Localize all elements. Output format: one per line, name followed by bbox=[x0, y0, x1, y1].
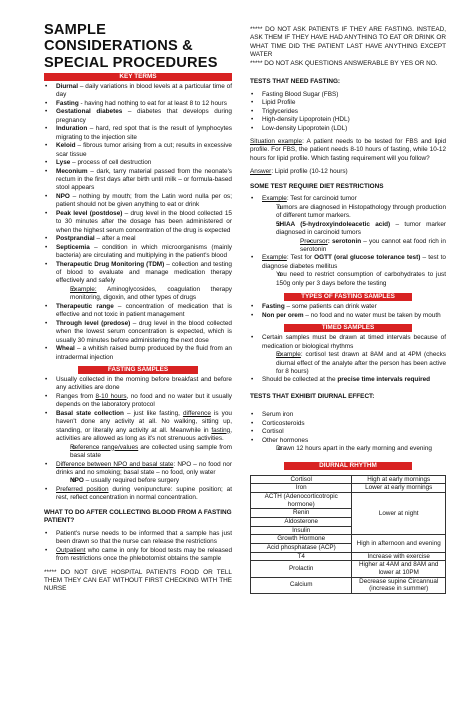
list-item: • Fasting Blood Sugar (FBS) bbox=[250, 91, 446, 99]
list-item: • Serum iron bbox=[250, 411, 446, 419]
list-item: • Triglycerides bbox=[250, 108, 446, 116]
situation-example: Situation example: A patient needs to be tested for FBS and lipid profile. For FBS, the patient needs 8-10 hours of fasting, while 10-12 hours for lipid profile. Which fasting requirement will you follow? bbox=[250, 137, 446, 162]
diet-restrictions-heading: SOME TEST REQUIRE DIET RESTRICTIONS bbox=[250, 182, 384, 190]
list-item: o You need to restrict consumption of carbohydrates to just 150g only per 3 days before the testing bbox=[262, 271, 446, 288]
list-item: o Example: Aminoglycosides, coagulation therapy monitoring, digoxin, and other types of drugs bbox=[56, 286, 232, 303]
types-fasting-header: TYPES OF FASTING SAMPLES bbox=[284, 293, 412, 301]
key-terms-header: KEY TERMS bbox=[44, 73, 232, 81]
table-row: Insulin bbox=[251, 526, 446, 535]
diet-restrictions-list bbox=[250, 195, 446, 288]
table-row: Prolactin Higher at 4AM and 8AM and lower at 10PM bbox=[251, 561, 446, 577]
diurnal-rhythm-header: DIURNAL RHYTHM bbox=[284, 462, 412, 470]
situation-answer: Answer: Lipid profile (10-12 hours) bbox=[250, 168, 348, 176]
what-to-do-list bbox=[44, 530, 232, 564]
list-item: • Septicemia – condition in which microorganisms (mainly bacteria) are circulating and multiplying in the patient's blood bbox=[44, 244, 232, 261]
list-item: • Diurnal – daily variations in blood levels at a particular time of day bbox=[44, 83, 232, 100]
list-item: • Example: Test for carcinoid tumor o Tumors are diagnosed in Histopathology through production of different tumor markers. o 5HIAA (5-hydroxyindoleacetic acid) – tumor marker diagnosed in carcinoid tumors ▪ Precursor: serotonin – you cannot eat food rich in serotonin bbox=[250, 195, 446, 254]
list-item: o Drawn 12 hours apart in the early morning and evening bbox=[262, 445, 446, 453]
list-item: • Lyse – process of cell destruction bbox=[44, 159, 232, 167]
right-column bbox=[250, 26, 446, 594]
timed-samples-header: TIMED SAMPLES bbox=[284, 324, 412, 332]
list-item: • Patient's nurse needs to be informed that a sample has just been drawn so that the nurse can release the restrictions bbox=[44, 530, 232, 547]
table-row: ACTH (Adenocorticotropic hormone) Lower at night bbox=[251, 492, 446, 508]
list-item: • Basal state collection – just like fasting, difference is you haven't done any activity at all. No walking, sitting up, standing, or literally any activity at all. Meanwhile in fasting, activities are allowed as long as it's not strenuous activities. o Reference range/values are collected using sample from basal state bbox=[44, 410, 232, 461]
list-item: • Fasting - having had nothing to eat for at least 8 to 12 hours bbox=[44, 100, 232, 108]
diurnal-tests-heading: TESTS THAT EXHIBIT DIURNAL EFFECT: bbox=[250, 392, 375, 400]
caution-note: ***** DO NOT ASK PATIENTS IF THEY ARE FASTING. INSTEAD, ASK THEM IF THEY HAVE HAD ANYTHING TO EAT OR DRINK OR WHAT TIME DID THE PATIENT LAST HAVE ANYTHING EXCEPT WATER bbox=[250, 26, 446, 59]
list-item: • Meconium – dark, tarry material passed from the neonate's rectum in the first days after birth until milk – or formula-based stool appears bbox=[44, 168, 232, 193]
list-item: • Ranges from 8-10 hours, no food and no water but it usually depends on the laboratory protocol bbox=[44, 393, 232, 410]
list-item: • Keloid – fibrous tumor arising from a cut; results in excessive scar tissue bbox=[44, 142, 232, 159]
list-item: o Tumors are diagnosed in Histopathology through production of different tumor markers. bbox=[262, 204, 446, 221]
list-item: • Induration – hard, red spot that is the result of lymphocytes migrating to the injection site bbox=[44, 125, 232, 142]
list-item: ▪ Precursor: serotonin – you cannot eat food rich in serotonin bbox=[276, 238, 446, 255]
hospital-note: ***** DO NOT GIVE HOSPITAL PATIENTS FOOD OR TELL THEM THEY CAN EAT WITHOUT FIRST CHECKING WITH THE NURSE bbox=[44, 568, 232, 593]
list-item: • Gestational diabetes – diabetes that develops during pregnancy bbox=[44, 108, 232, 125]
list-item: o Reference range/values are collected using sample from basal state bbox=[56, 444, 232, 461]
left-column bbox=[44, 22, 232, 594]
list-item: • Wheal – a whitish raised bump produced by the fluid from an intradermal injection bbox=[44, 345, 232, 362]
list-item: • Difference between NPO and basal state: NPO – no food nor drinks and no smoking; basal state – no food, only water o NPO – usually required before surgery bbox=[44, 461, 232, 486]
list-item: • Usually collected in the morning before breakfast and before any activities are done bbox=[44, 376, 232, 393]
what-to-do-heading: WHAT TO DO AFTER COLLECTING BLOOD FROM A FASTING PATIENT? bbox=[44, 508, 232, 525]
list-item: o Example: cortisol test drawn at 8AM and at 4PM (checks diurnal effect of the analyte after the person has been active for 8 hours) bbox=[262, 351, 446, 376]
table-row: Acid phosphatase (ACP) bbox=[251, 543, 446, 552]
diurnal-tests-list bbox=[250, 411, 446, 453]
types-fasting-list bbox=[250, 303, 446, 320]
list-item: • Certain samples must be drawn at timed intervals because of medication or biological rhythms o Example: cortisol test drawn at 8AM and at 4PM (checks diurnal effect of the analyte after the person has been active for 8 hours) bbox=[250, 334, 446, 376]
list-item: • Should be collected at the precise time intervals required bbox=[250, 376, 446, 384]
list-item: • Other hormones o Drawn 12 hours apart in the early morning and evening bbox=[250, 437, 446, 454]
table-row: Calcium Decrease supine Circannual (increase in summer) bbox=[251, 577, 446, 593]
list-item: • High-density Lipoprotein (HDL) bbox=[250, 116, 446, 124]
tests-fasting-heading: TESTS THAT NEED FASTING: bbox=[250, 78, 341, 86]
list-item: • Example: Test for OGTT (oral glucose tolerance test) – test to diagnose diabetes mellitus o You need to restrict consumption of carbohydrates to just 150g only per 3 days before the testing bbox=[250, 254, 446, 288]
list-item: o NPO – usually required before surgery bbox=[56, 477, 232, 485]
table-row: T4 Increase with exercise bbox=[251, 552, 446, 561]
table-row: Renin bbox=[251, 509, 446, 518]
list-item: • Peak level (postdose) – drug level in the blood collected 15 to 30 minutes after the dosage has been administered or when the highest serum concentration of the drug is expected bbox=[44, 210, 232, 235]
list-item: o 5HIAA (5-hydroxyindoleacetic acid) – tumor marker diagnosed in carcinoid tumors ▪ Precursor: serotonin – you cannot eat food rich in serotonin bbox=[262, 221, 446, 255]
list-item: • Low-density Lipoprotein (LDL) bbox=[250, 125, 446, 133]
list-item: • Through level (predose) – drug level in the blood collected when the lowest serum concentration is expected, which is usually 30 minutes before administering the next dose bbox=[44, 320, 232, 345]
table-row: Aldosterone bbox=[251, 517, 446, 526]
fasting-samples-list bbox=[44, 376, 232, 503]
table-row: Iron Lower at early mornings bbox=[251, 484, 446, 493]
list-item: • Postprandial – after a meal bbox=[44, 235, 232, 243]
list-item: • Therapeutic Drug Monitoring (TDM) – collection and testing of blood to evaluate and manage medication therapy effectively and safely o Example: Aminoglycosides, coagulation therapy monitoring, digoxin, and other types of drugs bbox=[44, 261, 232, 303]
list-item: • Lipid Profile bbox=[250, 99, 446, 107]
list-item: • Cortisol bbox=[250, 428, 446, 436]
list-item: • Preferred position during venipuncture: supine position; at rest, reflect concentration in normal concentration. bbox=[44, 486, 232, 503]
list-item: • NPO – nothing by mouth; from the Latin word nulla per os; patient should not be given anything to eat or drink bbox=[44, 193, 232, 210]
list-item: • Non per orem – no food and no water must be taken by mouth bbox=[250, 312, 446, 320]
page-title: SAMPLE CONSIDERATIONS & SPECIAL PROCEDURES bbox=[44, 22, 218, 71]
fasting-samples-header: FASTING SAMPLES bbox=[78, 366, 198, 374]
table-row: Growth Hormone High in afternoon and evening bbox=[251, 535, 446, 544]
list-item: • Therapeutic range – concentration of medication that is effective and not toxic in patient management bbox=[44, 303, 232, 320]
tests-fasting-list bbox=[250, 91, 446, 133]
table-row: Cortisol High at early mornings bbox=[251, 475, 446, 484]
diurnal-rhythm-table bbox=[250, 475, 446, 594]
list-item: • Corticosteroids bbox=[250, 420, 446, 428]
list-item: • Fasting – some patients can drink water bbox=[250, 303, 446, 311]
timed-samples-list bbox=[250, 334, 446, 385]
list-item: • Outpatient who came in only for blood tests may be released from restrictions once the phlebotomist obtains the sample bbox=[44, 547, 232, 564]
caution-note: ***** DO NOT ASK QUESTIONS ANSWERABLE BY YES OR NO. bbox=[250, 59, 438, 67]
key-terms-list bbox=[44, 83, 232, 362]
